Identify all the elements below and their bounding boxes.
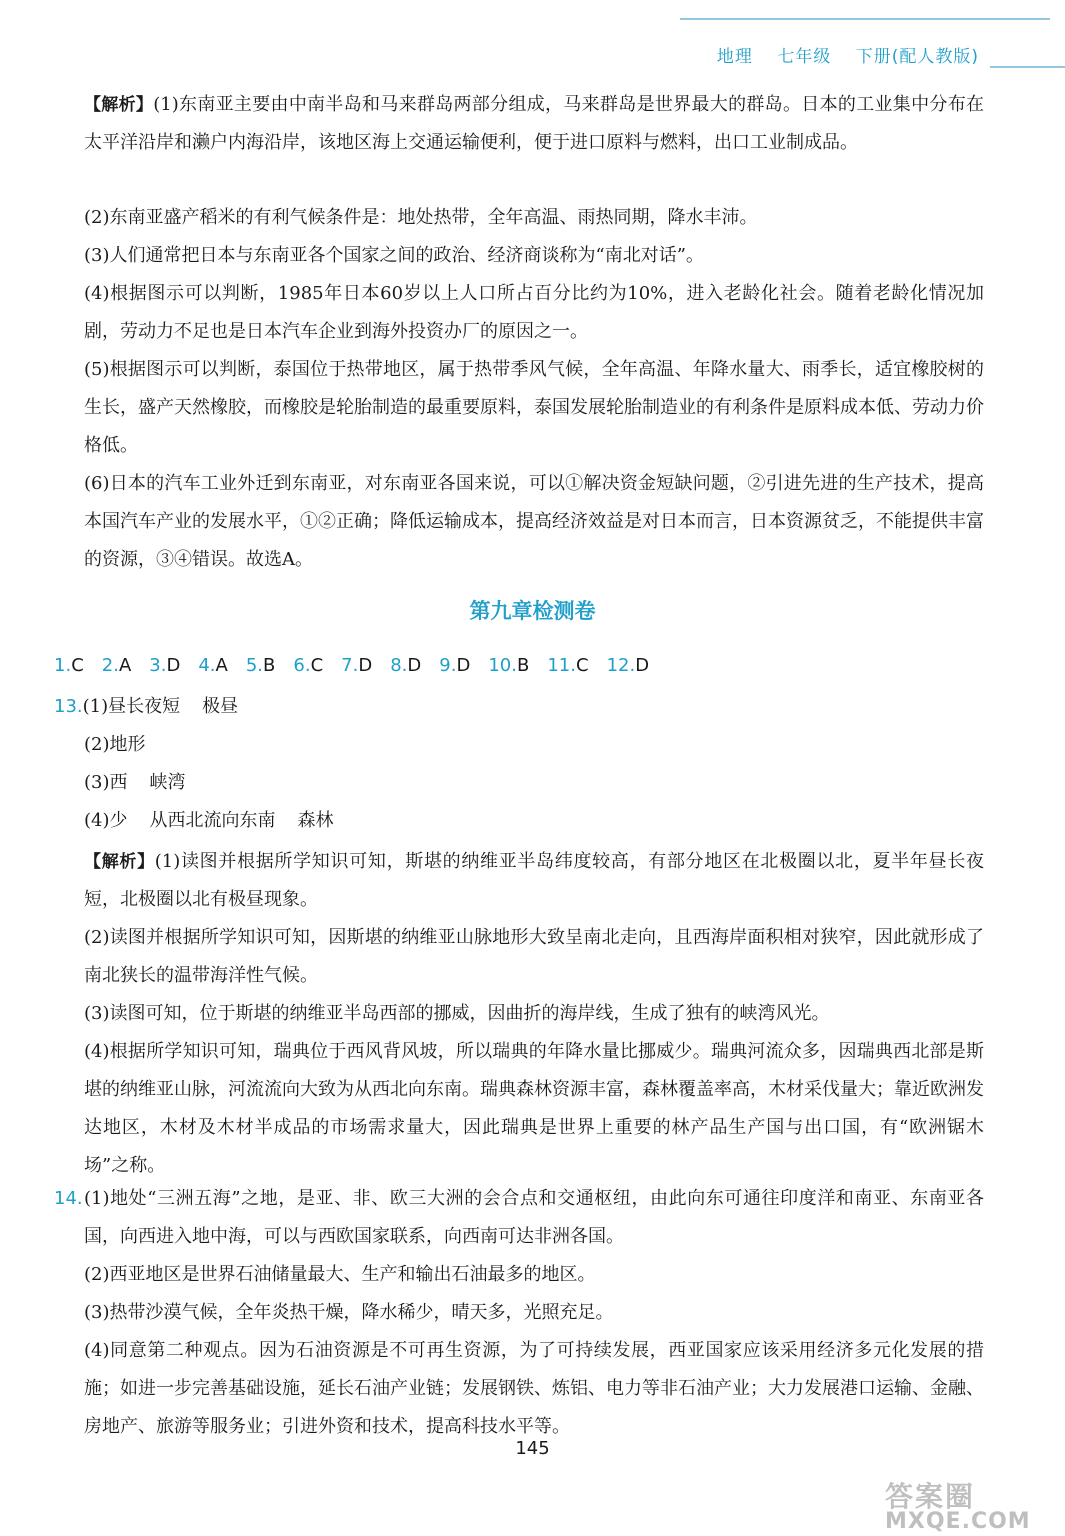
answer-item: [390, 655, 421, 676]
answer-choice: D: [166, 655, 181, 676]
analysis-paragraph-6: (6)日本的汽车工业外迁到东南亚，对东南亚各国来说，可以①解决资金短缺问题，②引进先进的生产技术，提高本国汽车产业的发展水平，①②正确；降低运输成本，提高经济效益是对日本而言，日本资源贫乏，不能提供丰富的资源，③④错误。故选A。: [84, 473, 984, 570]
q13-analysis-3: (3)读图可知，位于斯堪的纳维亚半岛西部的挪威，因曲折的海岸线，生成了独有的峡湾风光。: [84, 1003, 830, 1024]
answer-choice: C: [71, 655, 84, 676]
answer-item: [246, 655, 276, 676]
watermark-top-text: 答案圈: [885, 1480, 976, 1513]
q13-analysis-4: (4)根据所学知识可知，瑞典位于西风背风坡，所以瑞典的年降水量比挪威少。瑞典河流众多，因瑞典西北部是斯堪的纳维亚山脉，河流流向大致为从西北向东南。瑞典森林资源丰富，森林覆盖率高，木材采伐量大；靠近欧洲发达地区，木材及木材半成品的市场需求量大，因此瑞典是世界上重要的林产品生产国与出口国，有“欧洲锯木场”之称。: [84, 1041, 984, 1176]
answer-choice: D: [407, 655, 422, 676]
answer-item: [607, 655, 650, 676]
analysis-paragraph-5: (5)根据图示可以判断，泰国位于热带地区，属于热带季风气候，全年高温、年降水量大、雨季长，适宜橡胶树的生长，盛产天然橡胶，而橡胶是轮胎制造的最重要原料，泰国发展轮胎制造业的有利条件是原料成本低、劳动力价格低。: [84, 359, 984, 456]
analysis-paragraph-1: 【解析】(1)东南亚主要由中南半岛和马来群岛两部分组成，马来群岛是世界最大的群岛。日本的工业集中分布在太平洋沿岸和濑户内海沿岸，该地区海上交通运输便利，便于进口原料与燃料，出口工业制成品。: [84, 94, 985, 153]
analysis-label: 【解析】: [84, 95, 154, 115]
q14-number: 14.: [54, 1188, 83, 1209]
running-header: [699, 42, 979, 67]
answer-number: 2.: [101, 655, 119, 676]
watermark-logo: [885, 1475, 1057, 1534]
answer-number: 5.: [245, 655, 264, 676]
answer-number: 10.: [488, 655, 517, 676]
header-subject: 地理: [716, 47, 753, 67]
q14-answer-3: (3)热带沙漠气候，全年炎热干燥，降水稀少，晴天多，光照充足。: [84, 1302, 614, 1323]
answer-choice: B: [517, 655, 530, 676]
answer-number: 1.: [54, 655, 72, 676]
answer-item: [547, 655, 588, 676]
answer-choice: A: [215, 655, 228, 676]
answer-item: [54, 655, 84, 676]
answer-number: 8.: [390, 655, 408, 676]
answer-number: 3.: [149, 655, 167, 676]
analysis-paragraph-3: (3)人们通常把日本与东南亚各个国家之间的政治、经济商谈称为“南北对话”。: [84, 245, 704, 266]
answer-item: [293, 655, 323, 676]
answer-item: [439, 655, 470, 676]
answer-item: [102, 655, 132, 676]
answer-choice: B: [263, 655, 276, 676]
watermark-bottom-text: MXQE.COM: [885, 1509, 1031, 1534]
header-rule: [680, 18, 1050, 20]
answer-choice: D: [456, 655, 471, 676]
analysis-paragraph-2: (2)东南亚盛产稻米的有利气候条件是：地处热带，全年高温、雨热同期，降水丰沛。: [84, 207, 758, 228]
answer-item: [341, 655, 372, 676]
page-number: 145: [515, 1438, 550, 1459]
answer-number: 7.: [341, 655, 359, 676]
answer-number: 12.: [606, 655, 636, 676]
q13-answer-2: (2)地形: [84, 734, 146, 755]
analysis-paragraph-4: (4)根据图示可以判断，1985年日本60岁以上人口所占百分比约为10%，进入老龄化社会。随着老龄化情况加剧，劳动力不足也是日本汽车企业到海外投资办厂的原因之一。: [84, 283, 984, 342]
answer-choice: D: [635, 655, 650, 676]
answer-choice: C: [576, 655, 589, 676]
multiple-choice-answers: [54, 655, 667, 676]
answer-number: 4.: [198, 655, 216, 676]
q14-answer-1: (1)地处“三洲五海”之地，是亚、非、欧三大洲的会合点和交通枢纽，由此向东可通往印度洋和南亚、东南亚各国，向西进入地中海，可以与西欧国家联系，向西南可达非洲各国。: [84, 1188, 984, 1247]
answer-choice: D: [358, 655, 373, 676]
answer-number: 11.: [547, 655, 576, 676]
q13-analysis-2: (2)读图并根据所学知识可知，因斯堪的纳维亚山脉地形大致呈南北走向，且西海岸面积相对狭窄，因此就形成了南北狭长的温带海洋性气候。: [84, 927, 984, 986]
q13-answer-3: (3)西 峡湾: [84, 772, 186, 793]
answer-item: [149, 655, 180, 676]
answer-number: 6.: [293, 655, 311, 676]
q14-answer-4: (4)同意第二种观点。因为石油资源是不可再生资源，为了可持续发展，西亚国家应该采用经济多元化发展的措施；如进一步完善基础设施，延长石油产业链；发展钢铁、炼铝、电力等非石油产业；大力发展港口运输、金融、房地产、旅游等服务业；引进外资和技术，提高科技水平等。: [84, 1340, 984, 1437]
chapter-title: 第九章检测卷: [469, 599, 596, 623]
answer-choice: C: [310, 655, 324, 676]
answer-choice: A: [118, 655, 132, 676]
q13-answer-4: (4)少 从西北流向东南 森林: [84, 810, 334, 831]
answer-item: [198, 655, 228, 676]
q13-analysis-1: 【解析】(1)读图并根据所学知识可知，斯堪的纳维亚半岛纬度较高，有部分地区在北极圈以北，夏半年昼长夜短，北极圈以北有极昼现象。: [84, 851, 985, 910]
q14-answer-2: (2)西亚地区是世界石油储量最大、生产和输出石油最多的地区。: [84, 1264, 596, 1285]
header-accent-bar: [990, 66, 1065, 68]
answer-item: [488, 655, 529, 676]
header-grade: 七年级: [777, 47, 832, 67]
header-volume: 下册(配人教版): [855, 47, 979, 67]
q13-answer-1: 13.(1)昼长夜短 极昼: [54, 696, 239, 717]
answer-number: 9.: [439, 655, 457, 676]
q13-number: 13.: [54, 696, 83, 717]
